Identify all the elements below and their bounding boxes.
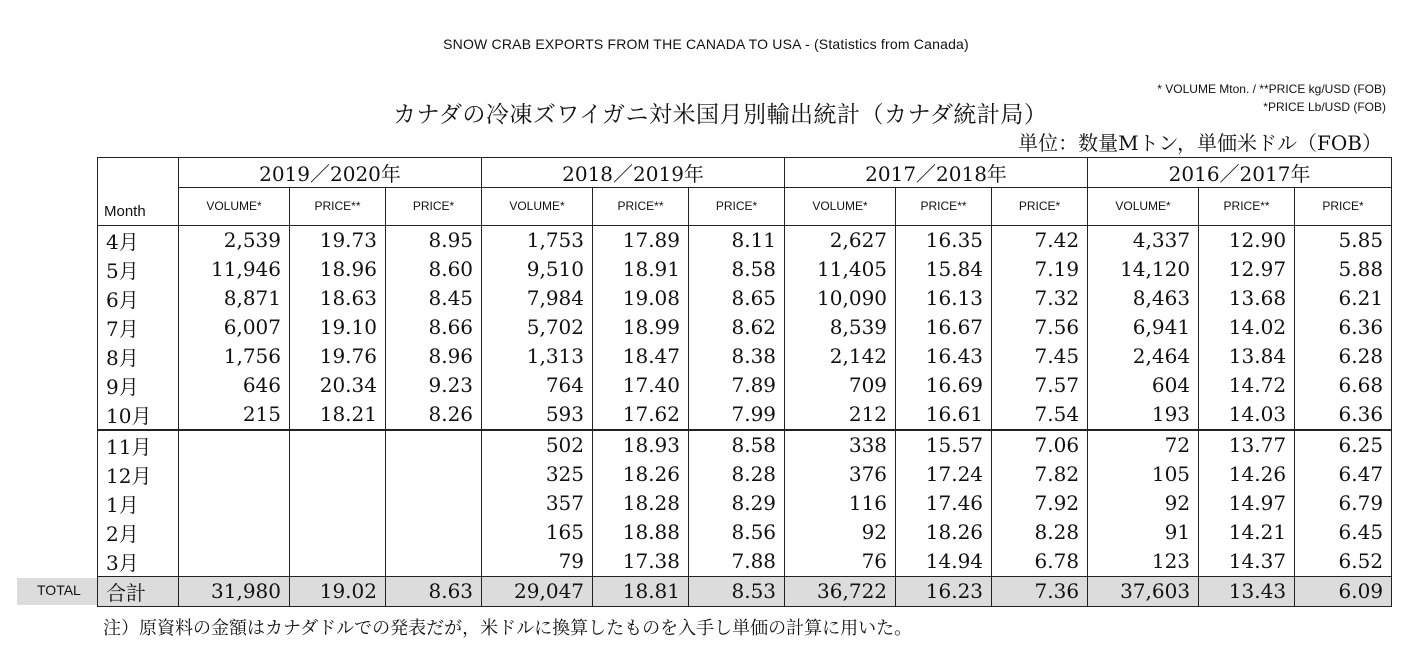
value-cell: 6,941 bbox=[1088, 313, 1199, 342]
table-body bbox=[98, 225, 1392, 606]
value-cell: 338 bbox=[785, 430, 896, 460]
value-cell: 7,984 bbox=[482, 284, 593, 313]
table-row bbox=[98, 371, 1392, 400]
value-cell: 15.57 bbox=[896, 430, 992, 460]
footnote: 注）原資料の金額はカナダドルでの発表だが，米ドルに換算したものを入手し単価の計算に用いた。 bbox=[103, 618, 913, 639]
value-cell: 7.32 bbox=[992, 284, 1088, 313]
value-cell: 7.88 bbox=[689, 547, 785, 577]
month-cell: 1月 bbox=[98, 489, 179, 518]
value-cell: 16.23 bbox=[896, 576, 992, 606]
value-cell: 7.36 bbox=[992, 576, 1088, 606]
value-cell: 17.89 bbox=[593, 225, 689, 255]
value-cell: 76 bbox=[785, 547, 896, 577]
price-kg-header: PRICE** bbox=[290, 188, 386, 226]
value-cell bbox=[290, 460, 386, 489]
table-row bbox=[98, 284, 1392, 313]
value-cell: 764 bbox=[482, 371, 593, 400]
value-cell: 7.54 bbox=[992, 400, 1088, 430]
value-cell bbox=[290, 518, 386, 547]
value-cell: 215 bbox=[179, 400, 290, 430]
value-cell: 17.24 bbox=[896, 460, 992, 489]
month-cell: 4月 bbox=[98, 225, 179, 255]
value-cell: 2,142 bbox=[785, 342, 896, 371]
value-cell: 8.96 bbox=[386, 342, 482, 371]
value-cell: 20.34 bbox=[290, 371, 386, 400]
value-cell: 2,627 bbox=[785, 225, 896, 255]
value-cell: 18.99 bbox=[593, 313, 689, 342]
value-cell: 79 bbox=[482, 547, 593, 577]
column-header-row bbox=[98, 188, 1392, 226]
value-cell: 8.58 bbox=[689, 255, 785, 284]
value-cell: 14.21 bbox=[1199, 518, 1295, 547]
price-lb-header: PRICE* bbox=[689, 188, 785, 226]
value-cell: 7.57 bbox=[992, 371, 1088, 400]
value-cell: 8,871 bbox=[179, 284, 290, 313]
value-cell bbox=[290, 547, 386, 577]
price-lb-header: PRICE* bbox=[386, 188, 482, 226]
value-cell: 604 bbox=[1088, 371, 1199, 400]
value-cell: 8.28 bbox=[992, 518, 1088, 547]
value-cell: 5.85 bbox=[1295, 225, 1392, 255]
value-cell: 502 bbox=[482, 430, 593, 460]
month-cell: 8月 bbox=[98, 342, 179, 371]
value-cell: 1,756 bbox=[179, 342, 290, 371]
table-row bbox=[98, 460, 1392, 489]
value-cell: 646 bbox=[179, 371, 290, 400]
value-cell: 31,980 bbox=[179, 576, 290, 606]
english-title: SNOW CRAB EXPORTS FROM THE CANADA TO USA - (Statistics from Canada) bbox=[443, 36, 969, 52]
value-cell: 16.61 bbox=[896, 400, 992, 430]
value-cell: 16.67 bbox=[896, 313, 992, 342]
value-cell: 7.06 bbox=[992, 430, 1088, 460]
value-cell: 8.62 bbox=[689, 313, 785, 342]
value-cell: 7.89 bbox=[689, 371, 785, 400]
value-cell: 13.43 bbox=[1199, 576, 1295, 606]
value-cell: 72 bbox=[1088, 430, 1199, 460]
value-cell bbox=[386, 430, 482, 460]
value-cell: 2,539 bbox=[179, 225, 290, 255]
value-cell: 37,603 bbox=[1088, 576, 1199, 606]
value-cell: 6.68 bbox=[1295, 371, 1392, 400]
unit-note: 単位：数量Mトン，単価米ドル（FOB） bbox=[1018, 131, 1382, 155]
value-cell: 709 bbox=[785, 371, 896, 400]
value-cell: 14,120 bbox=[1088, 255, 1199, 284]
value-cell: 8.28 bbox=[689, 460, 785, 489]
value-cell: 92 bbox=[1088, 489, 1199, 518]
value-cell bbox=[179, 430, 290, 460]
value-cell: 15.84 bbox=[896, 255, 992, 284]
value-cell: 8.66 bbox=[386, 313, 482, 342]
month-cell: 5月 bbox=[98, 255, 179, 284]
value-cell: 1,753 bbox=[482, 225, 593, 255]
table-row bbox=[98, 255, 1392, 284]
value-cell: 19.08 bbox=[593, 284, 689, 313]
volume-header: VOLUME* bbox=[785, 188, 896, 226]
value-cell: 16.13 bbox=[896, 284, 992, 313]
value-cell: 8,539 bbox=[785, 313, 896, 342]
value-cell bbox=[386, 547, 482, 577]
value-cell: 357 bbox=[482, 489, 593, 518]
value-cell: 6.09 bbox=[1295, 576, 1392, 606]
total-label-jp: 合計 bbox=[98, 576, 179, 606]
month-cell: 7月 bbox=[98, 313, 179, 342]
value-cell: 376 bbox=[785, 460, 896, 489]
value-cell bbox=[179, 518, 290, 547]
month-cell: 12月 bbox=[98, 460, 179, 489]
value-cell: 18.26 bbox=[896, 518, 992, 547]
year-header: 2017／2018年 bbox=[785, 158, 1088, 188]
value-cell: 7.42 bbox=[992, 225, 1088, 255]
value-cell: 14.94 bbox=[896, 547, 992, 577]
lb-price-note: *PRICE Lb/USD (FOB) bbox=[1263, 100, 1386, 114]
value-cell: 18.21 bbox=[290, 400, 386, 430]
value-cell: 7.99 bbox=[689, 400, 785, 430]
value-cell: 6.21 bbox=[1295, 284, 1392, 313]
value-cell: 17.46 bbox=[896, 489, 992, 518]
value-cell: 6.36 bbox=[1295, 400, 1392, 430]
table-row bbox=[98, 489, 1392, 518]
value-cell: 18.88 bbox=[593, 518, 689, 547]
value-cell: 18.63 bbox=[290, 284, 386, 313]
value-cell: 12.90 bbox=[1199, 225, 1295, 255]
table-row bbox=[98, 518, 1392, 547]
value-cell: 4,337 bbox=[1088, 225, 1199, 255]
year-header: 2019／2020年 bbox=[179, 158, 482, 188]
month-header: Month bbox=[98, 188, 179, 226]
value-cell: 7.82 bbox=[992, 460, 1088, 489]
month-cell: 11月 bbox=[98, 430, 179, 460]
value-cell: 123 bbox=[1088, 547, 1199, 577]
value-cell: 7.56 bbox=[992, 313, 1088, 342]
value-cell bbox=[179, 489, 290, 518]
value-cell: 18.91 bbox=[593, 255, 689, 284]
value-cell: 6.52 bbox=[1295, 547, 1392, 577]
value-cell: 11,405 bbox=[785, 255, 896, 284]
table-row bbox=[98, 547, 1392, 577]
value-cell: 8.65 bbox=[689, 284, 785, 313]
value-cell bbox=[386, 518, 482, 547]
value-cell: 8.60 bbox=[386, 255, 482, 284]
value-cell: 19.73 bbox=[290, 225, 386, 255]
value-cell: 14.03 bbox=[1199, 400, 1295, 430]
value-cell: 14.26 bbox=[1199, 460, 1295, 489]
value-cell: 13.77 bbox=[1199, 430, 1295, 460]
value-cell: 29,047 bbox=[482, 576, 593, 606]
value-cell: 91 bbox=[1088, 518, 1199, 547]
value-cell: 6.28 bbox=[1295, 342, 1392, 371]
value-cell: 16.35 bbox=[896, 225, 992, 255]
table-row bbox=[98, 225, 1392, 255]
value-cell: 6.47 bbox=[1295, 460, 1392, 489]
year-header: 2016／2017年 bbox=[1088, 158, 1392, 188]
volume-price-note: * VOLUME Mton. / **PRICE kg/USD (FOB) bbox=[1157, 82, 1386, 96]
month-cell: 2月 bbox=[98, 518, 179, 547]
value-cell: 14.97 bbox=[1199, 489, 1295, 518]
value-cell: 8,463 bbox=[1088, 284, 1199, 313]
value-cell: 6.36 bbox=[1295, 313, 1392, 342]
value-cell: 6.25 bbox=[1295, 430, 1392, 460]
year-header: 2018／2019年 bbox=[482, 158, 785, 188]
value-cell: 7.19 bbox=[992, 255, 1088, 284]
month-cell: 10月 bbox=[98, 400, 179, 430]
month-cell: 6月 bbox=[98, 284, 179, 313]
value-cell: 193 bbox=[1088, 400, 1199, 430]
value-cell: 17.62 bbox=[593, 400, 689, 430]
volume-header: VOLUME* bbox=[482, 188, 593, 226]
value-cell: 19.76 bbox=[290, 342, 386, 371]
table-row bbox=[98, 342, 1392, 371]
value-cell: 2,464 bbox=[1088, 342, 1199, 371]
value-cell: 116 bbox=[785, 489, 896, 518]
value-cell: 17.38 bbox=[593, 547, 689, 577]
value-cell: 6,007 bbox=[179, 313, 290, 342]
value-cell: 8.38 bbox=[689, 342, 785, 371]
value-cell bbox=[179, 460, 290, 489]
value-cell: 14.37 bbox=[1199, 547, 1295, 577]
value-cell: 8.26 bbox=[386, 400, 482, 430]
value-cell: 16.69 bbox=[896, 371, 992, 400]
value-cell: 7.92 bbox=[992, 489, 1088, 518]
value-cell bbox=[386, 460, 482, 489]
value-cell bbox=[290, 489, 386, 518]
value-cell: 9,510 bbox=[482, 255, 593, 284]
value-cell: 212 bbox=[785, 400, 896, 430]
value-cell: 9.23 bbox=[386, 371, 482, 400]
value-cell: 14.72 bbox=[1199, 371, 1295, 400]
value-cell bbox=[179, 547, 290, 577]
value-cell: 8.58 bbox=[689, 430, 785, 460]
value-cell: 18.47 bbox=[593, 342, 689, 371]
value-cell: 36,722 bbox=[785, 576, 896, 606]
value-cell: 18.93 bbox=[593, 430, 689, 460]
month-header-top bbox=[98, 158, 179, 188]
value-cell: 12.97 bbox=[1199, 255, 1295, 284]
value-cell: 18.96 bbox=[290, 255, 386, 284]
total-row bbox=[98, 576, 1392, 606]
value-cell: 105 bbox=[1088, 460, 1199, 489]
table-row bbox=[98, 313, 1392, 342]
japanese-title: カナダの冷凍ズワイガニ対米国月別輸出統計（カナダ統計局） bbox=[393, 102, 1048, 128]
value-cell: 1,313 bbox=[482, 342, 593, 371]
year-header-row bbox=[98, 158, 1392, 188]
value-cell: 18.26 bbox=[593, 460, 689, 489]
price-kg-header: PRICE** bbox=[896, 188, 992, 226]
volume-header: VOLUME* bbox=[179, 188, 290, 226]
value-cell: 8.11 bbox=[689, 225, 785, 255]
value-cell bbox=[386, 489, 482, 518]
volume-header: VOLUME* bbox=[1088, 188, 1199, 226]
value-cell: 6.79 bbox=[1295, 489, 1392, 518]
month-cell: 3月 bbox=[98, 547, 179, 577]
value-cell: 17.40 bbox=[593, 371, 689, 400]
value-cell: 593 bbox=[482, 400, 593, 430]
value-cell: 5,702 bbox=[482, 313, 593, 342]
value-cell: 13.68 bbox=[1199, 284, 1295, 313]
value-cell: 18.28 bbox=[593, 489, 689, 518]
value-cell: 19.02 bbox=[290, 576, 386, 606]
value-cell: 8.45 bbox=[386, 284, 482, 313]
export-statistics-table bbox=[97, 157, 1392, 607]
value-cell: 14.02 bbox=[1199, 313, 1295, 342]
value-cell: 7.45 bbox=[992, 342, 1088, 371]
value-cell: 8.29 bbox=[689, 489, 785, 518]
value-cell: 325 bbox=[482, 460, 593, 489]
value-cell: 165 bbox=[482, 518, 593, 547]
total-label-en: TOTAL bbox=[37, 582, 81, 598]
table-row bbox=[98, 430, 1392, 460]
value-cell: 5.88 bbox=[1295, 255, 1392, 284]
value-cell: 11,946 bbox=[179, 255, 290, 284]
value-cell: 6.45 bbox=[1295, 518, 1392, 547]
value-cell: 19.10 bbox=[290, 313, 386, 342]
table-row bbox=[98, 400, 1392, 430]
value-cell: 13.84 bbox=[1199, 342, 1295, 371]
value-cell: 10,090 bbox=[785, 284, 896, 313]
price-lb-header: PRICE* bbox=[1295, 188, 1392, 226]
value-cell: 18.81 bbox=[593, 576, 689, 606]
value-cell: 8.56 bbox=[689, 518, 785, 547]
value-cell: 6.78 bbox=[992, 547, 1088, 577]
value-cell: 16.43 bbox=[896, 342, 992, 371]
value-cell bbox=[290, 430, 386, 460]
price-lb-header: PRICE* bbox=[992, 188, 1088, 226]
price-kg-header: PRICE** bbox=[593, 188, 689, 226]
month-cell: 9月 bbox=[98, 371, 179, 400]
value-cell: 8.53 bbox=[689, 576, 785, 606]
value-cell: 92 bbox=[785, 518, 896, 547]
value-cell: 8.95 bbox=[386, 225, 482, 255]
value-cell: 8.63 bbox=[386, 576, 482, 606]
price-kg-header: PRICE** bbox=[1199, 188, 1295, 226]
